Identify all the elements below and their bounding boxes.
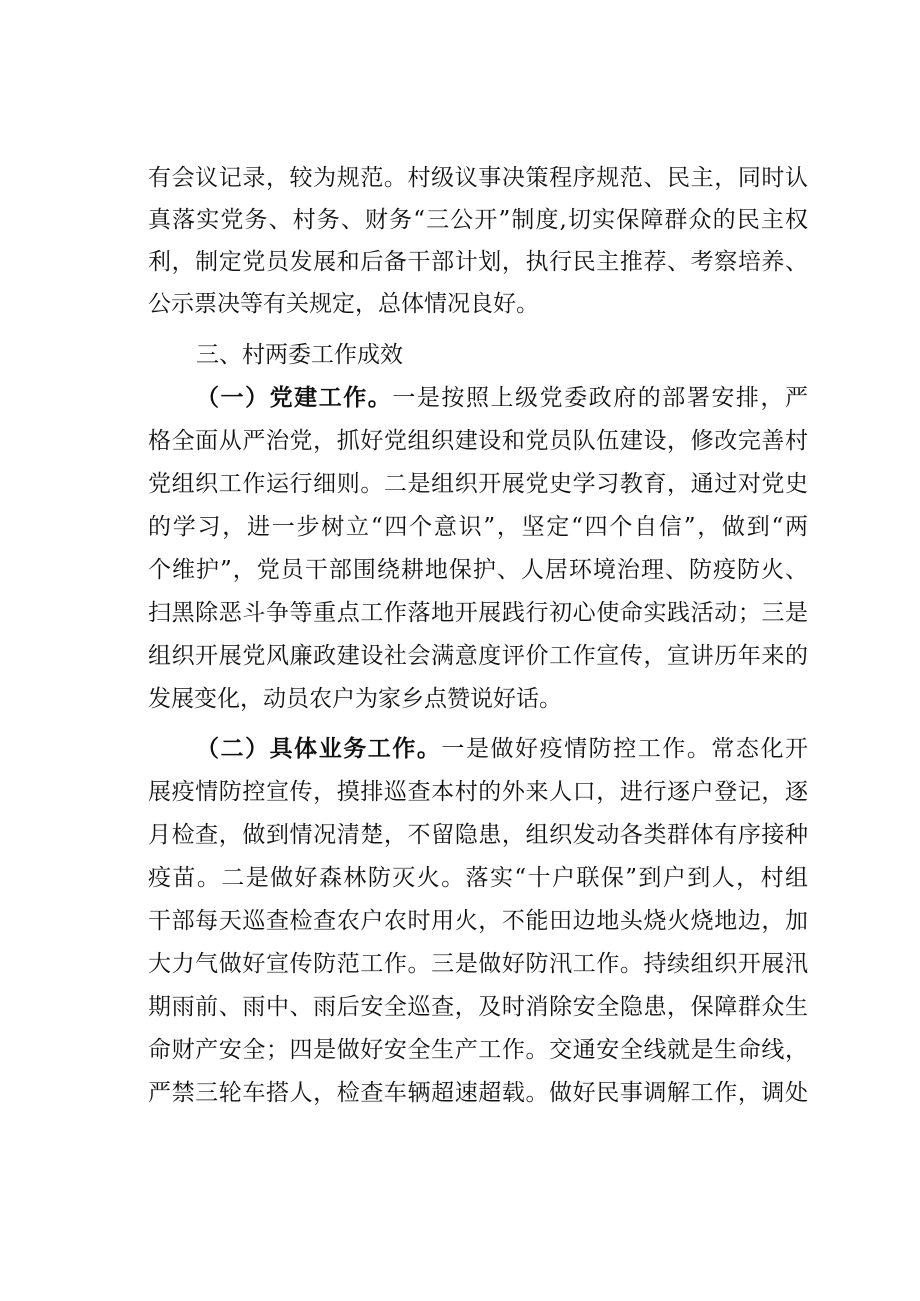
business-work-line-7: 期雨前、雨中、雨后安全巡查，及时消除安全隐患，保障群众生 [148,994,808,1020]
business-work-line-2: 展疫情防控宣传，摸排巡查本村的外来人口，进行逐户登记，逐 [148,779,808,805]
party-building-first-line [196,377,808,419]
business-work-first-line-text: 一是做好疫情防控工作。常态化开 [441,736,808,762]
party-building-line-7: 组织开展党风廉政建设社会满意度评价工作宣传，宣讲历年来的 [148,643,808,669]
party-building-line-3: 党组织工作运行细则。二是组织开展党史学习教育，通过对党史 [148,471,808,497]
party-building-line-6: 扫黑除恶斗争等重点工作落地开展践行初心使命实践活动；三是 [148,600,808,626]
party-building-title: （一）党建工作。 [196,385,393,411]
business-work-line-4: 疫苗。二是做好森林防灭火。落实“十户联保”到户到人，村组 [148,865,808,891]
business-work-first-line [196,728,808,770]
party-building-line-4: 的学习，进一步树立“四个意识”，坚定“四个自信”，做到“两 [148,514,808,540]
intro-line-3: 利，制定党员发展和后备干部计划，执行民主推荐、考察培养、 [148,249,808,275]
intro-line-4: 公示票决等有关规定，总体情况良好。 [148,291,539,317]
business-work-line-3: 月检查，做到情况清楚，不留隐患，组织发动各类群体有序接种 [148,822,808,848]
party-building-line-5: 个维护”，党员干部围绕耕地保护、人居环境治理、防疫防火、 [148,557,808,583]
business-work-line-9: 严禁三轮车搭人，检查车辆超速超载。做好民事调解工作，调处 [148,1080,808,1106]
party-building-line-2: 格全面从严治党，抓好党组织建设和党员队伍建设，修改完善村 [148,428,808,454]
business-work-title: （二）具体业务工作。 [196,736,442,762]
intro-line-2: 真落实党务、村务、财务“三公开”制度,切实保障群众的民主权 [148,207,808,233]
business-work-line-6: 大力气做好宣传防范工作。三是做好防汛工作。持续组织开展汛 [148,951,808,977]
business-work-line-5: 干部每天巡查检查农户农时用火，不能田边地头烧火烧地边，加 [148,908,808,934]
party-building-line-8: 发展变化，动员农户为家乡点赞说好话。 [148,686,562,712]
intro-line-1: 有会议记录，较为规范。村级议事决策程序规范、民主，同时认 [148,165,808,191]
section-heading: 三、村两委工作成效 [196,342,403,368]
party-building-first-line-text: 一是按照上级党委政府的部署安排，严 [392,385,808,411]
business-work-line-8: 命财产安全；四是做好安全生产工作。交通安全线就是生命线， [148,1037,808,1063]
